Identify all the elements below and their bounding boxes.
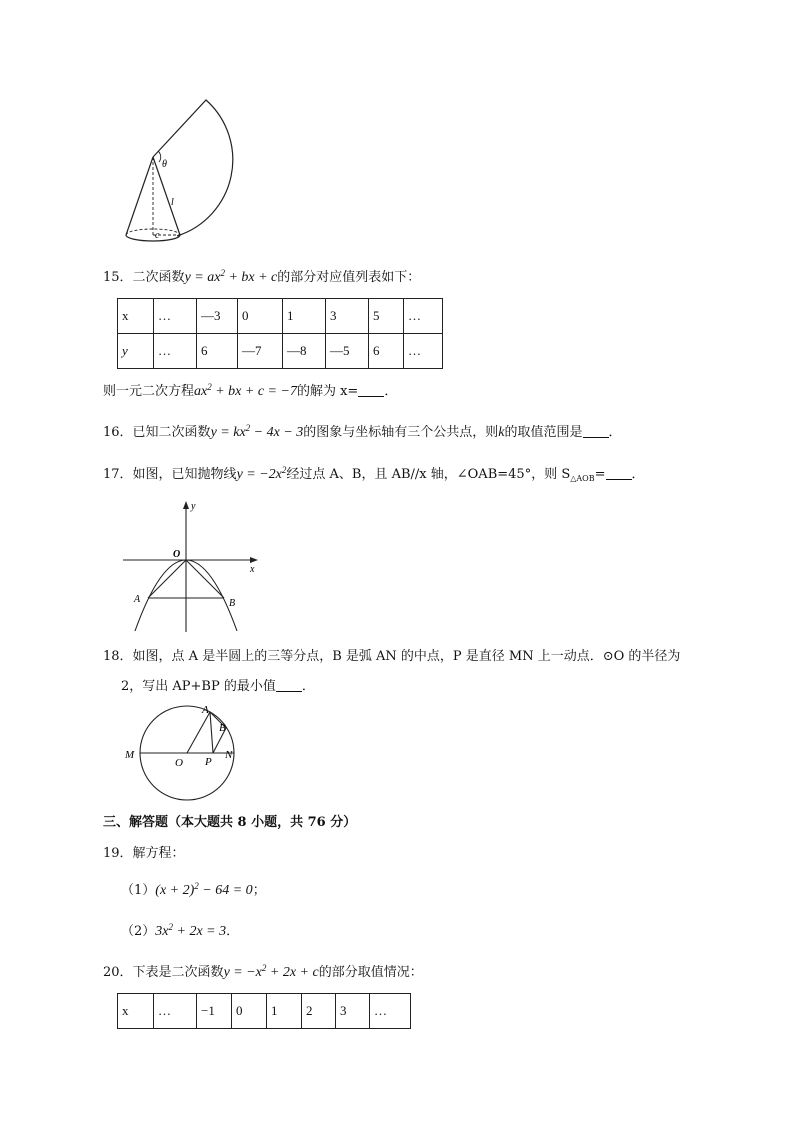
q19-part-1: $(1)(x + 2)^2 - 64 = 0$； xyxy=(121,881,266,898)
x-label: x xyxy=(250,564,255,575)
table-row: x … −1 0 1 2 3 … xyxy=(118,994,411,1029)
segment-OA xyxy=(148,560,186,598)
q16-stem: 16．已知二次函数$y = kx^2 - 4x - 3$的图象与坐标轴有三个公共点，则k的取值范围是 ． xyxy=(103,423,622,440)
q15-answer-line: 则一元二次方程$ax^2$ + bx + c = −7的解为 x= ． xyxy=(103,382,398,399)
section-3-heading: 三、解答题（本大题共 8 小题，共 76 分） xyxy=(103,815,357,830)
answer-blank xyxy=(583,425,609,438)
M-label: M xyxy=(125,749,135,761)
O-label: O xyxy=(173,549,181,560)
theta-label: θ xyxy=(162,159,167,170)
q19-part-2: $(2)3x^2 + 2x = 3$． xyxy=(121,922,240,939)
q17-stem: 17．如图，已知抛物线$y = -2x^2$经过点 A、B，且 AB//x 轴，∠OAB=45°，则 $S_{\triangle AOB}=$ ． xyxy=(103,465,645,483)
N-label: N xyxy=(225,749,233,761)
q20-value-table xyxy=(117,993,411,1029)
cone-sector-figure xyxy=(118,95,243,250)
answer-blank xyxy=(606,467,632,480)
y-axis-arrow xyxy=(183,501,189,509)
base-front xyxy=(126,235,180,241)
table-row: y … 6 —7 —8 —5 6 … xyxy=(118,334,443,369)
O-label: O xyxy=(175,757,183,769)
q19-stem: 19．解方程： xyxy=(103,846,185,861)
B-label: B xyxy=(229,598,236,609)
q18-stem-1: 18．如图，点 A 是半圆上的三等分点，B 是弧 AN 的中点，P 是直径 MN 上一动点．⊙O 的半径为 xyxy=(103,649,681,664)
y-label: y xyxy=(191,501,196,512)
segment-OA xyxy=(187,712,210,753)
answer-blank xyxy=(358,384,384,397)
x-axis-arrow xyxy=(250,557,258,563)
q20-stem: 20．下表是二次函数$y = -x^2 + 2x + c$的部分取值情况： xyxy=(103,963,423,980)
circle-figure xyxy=(120,703,245,803)
B-label: B xyxy=(219,722,226,734)
segment-AP xyxy=(210,712,213,753)
q15-value-table xyxy=(117,298,443,369)
answer-blank xyxy=(276,679,302,692)
cone-left-slant xyxy=(126,157,153,235)
c-label: c xyxy=(155,230,160,241)
table-row: x … —3 0 1 3 5 … xyxy=(118,299,443,334)
A-label: A xyxy=(134,594,141,605)
A-label: A xyxy=(202,704,209,716)
parabola-figure xyxy=(118,497,263,634)
P-label: P xyxy=(205,756,212,768)
segment-OB xyxy=(186,560,224,598)
theta-arc xyxy=(158,151,161,162)
l-label: l xyxy=(171,197,174,208)
q18-stem-2: 2，写出 AP+BP 的最小值 ． xyxy=(121,679,315,694)
q15-stem: 15．二次函数$y = ax^2$ + bx + c的部分对应值列表如下： xyxy=(103,268,421,285)
